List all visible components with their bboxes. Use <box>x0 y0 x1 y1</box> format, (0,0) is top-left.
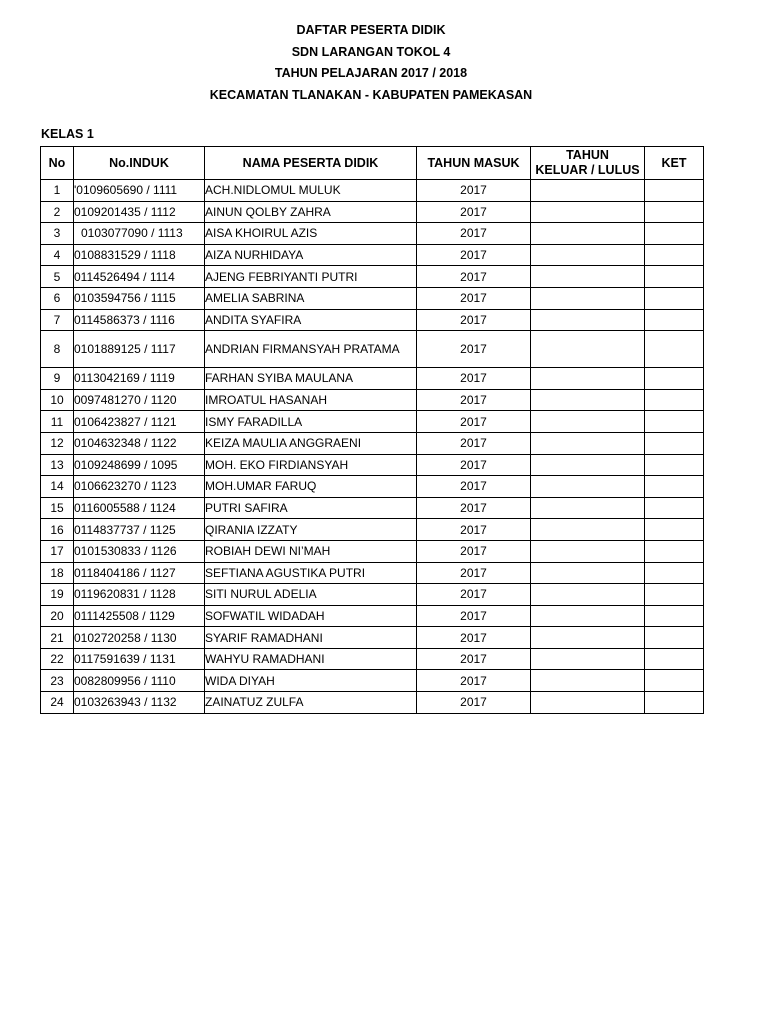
table-row <box>41 432 704 454</box>
header-nama: NAMA PESERTA DIDIK <box>205 147 417 180</box>
cell-no-induk: 0117591639 / 1131 <box>74 648 205 670</box>
cell-no: 3 <box>41 223 74 245</box>
header-tahun-keluar-line2: KELUAR / LULUS <box>535 163 640 177</box>
cell-nama: SITI NURUL ADELIA <box>205 584 417 606</box>
cell-nama: AIZA NURHIDAYA <box>205 244 417 266</box>
cell-no-induk: 0103077090 / 1113 <box>74 223 205 245</box>
cell-tahun-masuk: 2017 <box>417 266 531 288</box>
table-row <box>41 223 704 245</box>
cell-nama: SOFWATIL WIDADAH <box>205 605 417 627</box>
table-row <box>41 368 704 390</box>
header-no-induk: No.INDUK <box>74 147 205 180</box>
table-row <box>41 331 704 368</box>
cell-no: 7 <box>41 309 74 331</box>
cell-no: 8 <box>41 331 74 368</box>
cell-nama: ZAINATUZ ZULFA <box>205 692 417 714</box>
cell-ket <box>645 584 704 606</box>
cell-tahun-masuk: 2017 <box>417 692 531 714</box>
cell-nama: QIRANIA IZZATY <box>205 519 417 541</box>
cell-nama: KEIZA MAULIA ANGGRAENI <box>205 432 417 454</box>
cell-tahun-masuk: 2017 <box>417 454 531 476</box>
cell-ket <box>645 411 704 433</box>
table-row <box>41 309 704 331</box>
cell-tahun-keluar <box>531 627 645 649</box>
cell-tahun-masuk: 2017 <box>417 309 531 331</box>
cell-ket <box>645 368 704 390</box>
cell-tahun-masuk: 2017 <box>417 223 531 245</box>
cell-no: 15 <box>41 497 74 519</box>
cell-no: 1 <box>41 180 74 202</box>
table-row <box>41 201 704 223</box>
cell-no: 2 <box>41 201 74 223</box>
cell-no: 19 <box>41 584 74 606</box>
table-header-row <box>41 147 704 180</box>
table-row <box>41 476 704 498</box>
cell-no-induk: 0109201435 / 1112 <box>74 201 205 223</box>
table-row <box>41 670 704 692</box>
cell-ket <box>645 180 704 202</box>
title-line-3: TAHUN PELAJARAN 2017 / 2018 <box>274 66 468 80</box>
header-tahun-masuk: TAHUN MASUK <box>417 147 531 180</box>
header-tahun-keluar-line1: TAHUN <box>566 148 609 162</box>
table-row <box>41 648 704 670</box>
cell-tahun-keluar <box>531 648 645 670</box>
cell-no: 14 <box>41 476 74 498</box>
title-line-2: SDN LARANGAN TOKOL 4 <box>291 44 451 59</box>
cell-nama: AMELIA SABRINA <box>205 287 417 309</box>
cell-nama: MOH. EKO FIRDIANSYAH <box>205 454 417 476</box>
cell-no: 17 <box>41 540 74 562</box>
cell-nama: ROBIAH DEWI NI’MAH <box>205 540 417 562</box>
cell-ket <box>645 266 704 288</box>
cell-tahun-masuk: 2017 <box>417 201 531 223</box>
cell-no-induk: 0108831529 / 1118 <box>74 244 205 266</box>
cell-tahun-masuk: 2017 <box>417 605 531 627</box>
cell-ket <box>645 627 704 649</box>
table-row <box>41 627 704 649</box>
cell-tahun-masuk: 2017 <box>417 497 531 519</box>
cell-ket <box>645 201 704 223</box>
document-header <box>0 20 742 106</box>
cell-nama: ANDRIAN FIRMANSYAH PRATAMA <box>205 331 417 368</box>
cell-no-induk: 0114837737 / 1125 <box>74 519 205 541</box>
cell-tahun-masuk: 2017 <box>417 389 531 411</box>
cell-ket <box>645 670 704 692</box>
cell-nama: IMROATUL HASANAH <box>205 389 417 411</box>
table-row <box>41 519 704 541</box>
cell-no-induk: 0102720258 / 1130 <box>74 627 205 649</box>
cell-no: 11 <box>41 411 74 433</box>
cell-no: 20 <box>41 605 74 627</box>
cell-no-induk: 0101889125 / 1117 <box>74 331 205 368</box>
table-row <box>41 497 704 519</box>
cell-no-induk: 0118404186 / 1127 <box>74 562 205 584</box>
cell-ket <box>645 389 704 411</box>
cell-ket <box>645 562 704 584</box>
cell-no: 21 <box>41 627 74 649</box>
cell-ket <box>645 432 704 454</box>
cell-no-induk: 0113042169 / 1119 <box>74 368 205 390</box>
header-ket: KET <box>645 147 704 180</box>
table-row <box>41 180 704 202</box>
cell-ket <box>645 331 704 368</box>
cell-no: 4 <box>41 244 74 266</box>
cell-tahun-keluar <box>531 309 645 331</box>
cell-ket <box>645 223 704 245</box>
cell-tahun-masuk: 2017 <box>417 331 531 368</box>
table-row <box>41 692 704 714</box>
cell-tahun-keluar <box>531 180 645 202</box>
cell-tahun-masuk: 2017 <box>417 180 531 202</box>
cell-no-induk: 0119620831 / 1128 <box>74 584 205 606</box>
cell-ket <box>645 454 704 476</box>
table-body <box>41 180 704 714</box>
cell-nama: MOH.UMAR FARUQ <box>205 476 417 498</box>
cell-no: 9 <box>41 368 74 390</box>
cell-tahun-masuk: 2017 <box>417 287 531 309</box>
cell-nama: WAHYU RAMADHANI <box>205 648 417 670</box>
cell-no: 23 <box>41 670 74 692</box>
cell-tahun-masuk: 2017 <box>417 648 531 670</box>
cell-no: 12 <box>41 432 74 454</box>
cell-ket <box>645 497 704 519</box>
cell-no: 24 <box>41 692 74 714</box>
table-row <box>41 287 704 309</box>
cell-no: 18 <box>41 562 74 584</box>
cell-tahun-keluar <box>531 584 645 606</box>
table-row <box>41 266 704 288</box>
cell-nama: ISMY FARADILLA <box>205 411 417 433</box>
cell-no-induk: 0101530833 / 1126 <box>74 540 205 562</box>
cell-no: 6 <box>41 287 74 309</box>
table-row <box>41 605 704 627</box>
cell-tahun-masuk: 2017 <box>417 540 531 562</box>
cell-tahun-keluar <box>531 605 645 627</box>
cell-tahun-masuk: 2017 <box>417 476 531 498</box>
cell-nama: AINUN QOLBY ZAHRA <box>205 201 417 223</box>
cell-no-induk: 0114526494 / 1114 <box>74 266 205 288</box>
cell-tahun-keluar <box>531 368 645 390</box>
cell-no-induk: 0082809956 / 1110 <box>74 670 205 692</box>
cell-nama: WIDA DIYAH <box>205 670 417 692</box>
cell-ket <box>645 244 704 266</box>
table-row <box>41 584 704 606</box>
cell-tahun-keluar <box>531 266 645 288</box>
cell-nama: AISA KHOIRUL AZIS <box>205 223 417 245</box>
title-line-1: DAFTAR PESERTA DIDIK <box>296 23 446 37</box>
cell-tahun-keluar <box>531 497 645 519</box>
cell-no-induk: 0114586373 / 1116 <box>74 309 205 331</box>
cell-tahun-keluar <box>531 562 645 584</box>
cell-tahun-keluar <box>531 670 645 692</box>
cell-no: 13 <box>41 454 74 476</box>
cell-no: 5 <box>41 266 74 288</box>
cell-nama: PUTRI SAFIRA <box>205 497 417 519</box>
cell-no-induk: 0103263943 / 1132 <box>74 692 205 714</box>
cell-no-induk: 0106423827 / 1121 <box>74 411 205 433</box>
header-no: No <box>41 147 74 180</box>
cell-tahun-masuk: 2017 <box>417 519 531 541</box>
table-row <box>41 411 704 433</box>
cell-nama: AJENG FEBRIYANTI PUTRI <box>205 266 417 288</box>
cell-no-induk: 0111425508 / 1129 <box>74 605 205 627</box>
cell-tahun-keluar <box>531 692 645 714</box>
cell-tahun-masuk: 2017 <box>417 670 531 692</box>
cell-tahun-keluar <box>531 454 645 476</box>
cell-tahun-masuk: 2017 <box>417 584 531 606</box>
cell-no-induk: 0106623270 / 1123 <box>74 476 205 498</box>
cell-no-induk: 0103594756 / 1115 <box>74 287 205 309</box>
student-table <box>40 146 704 714</box>
cell-nama: ACH.NIDLOMUL MULUK <box>205 180 417 202</box>
cell-tahun-masuk: 2017 <box>417 368 531 390</box>
cell-tahun-keluar <box>531 540 645 562</box>
table-row <box>41 540 704 562</box>
cell-tahun-keluar <box>531 476 645 498</box>
table-row <box>41 389 704 411</box>
cell-ket <box>645 309 704 331</box>
cell-ket <box>645 692 704 714</box>
cell-nama: SYARIF RAMADHANI <box>205 627 417 649</box>
table-row <box>41 562 704 584</box>
cell-no-induk: 0104632348 / 1122 <box>74 432 205 454</box>
cell-ket <box>645 519 704 541</box>
cell-tahun-keluar <box>531 519 645 541</box>
cell-tahun-keluar <box>531 432 645 454</box>
cell-tahun-keluar <box>531 201 645 223</box>
cell-tahun-masuk: 2017 <box>417 411 531 433</box>
cell-ket <box>645 648 704 670</box>
table-row <box>41 244 704 266</box>
cell-no-induk: 0109248699 / 1095 <box>74 454 205 476</box>
class-label: KELAS 1 <box>41 127 94 141</box>
cell-tahun-keluar <box>531 287 645 309</box>
cell-tahun-masuk: 2017 <box>417 244 531 266</box>
cell-tahun-keluar <box>531 389 645 411</box>
cell-tahun-keluar <box>531 244 645 266</box>
cell-tahun-masuk: 2017 <box>417 562 531 584</box>
cell-tahun-keluar <box>531 331 645 368</box>
cell-nama: SEFTIANA AGUSTIKA PUTRI <box>205 562 417 584</box>
cell-tahun-keluar <box>531 411 645 433</box>
cell-ket <box>645 476 704 498</box>
cell-no-induk: 0116005588 / 1124 <box>74 497 205 519</box>
cell-ket <box>645 540 704 562</box>
table-row <box>41 454 704 476</box>
cell-no-induk: '0109605690 / 1111 <box>74 180 205 202</box>
cell-tahun-keluar <box>531 223 645 245</box>
header-tahun-keluar <box>531 147 645 180</box>
cell-no: 10 <box>41 389 74 411</box>
cell-ket <box>645 605 704 627</box>
title-line-4: KECAMATAN TLANAKAN - KABUPATEN PAMEKASAN <box>209 87 533 102</box>
cell-no: 16 <box>41 519 74 541</box>
cell-ket <box>645 287 704 309</box>
cell-tahun-masuk: 2017 <box>417 627 531 649</box>
cell-tahun-masuk: 2017 <box>417 432 531 454</box>
cell-no: 22 <box>41 648 74 670</box>
cell-nama: ANDITA SYAFIRA <box>205 309 417 331</box>
cell-no-induk: 0097481270 / 1120 <box>74 389 205 411</box>
cell-nama: FARHAN SYIBA MAULANA <box>205 368 417 390</box>
